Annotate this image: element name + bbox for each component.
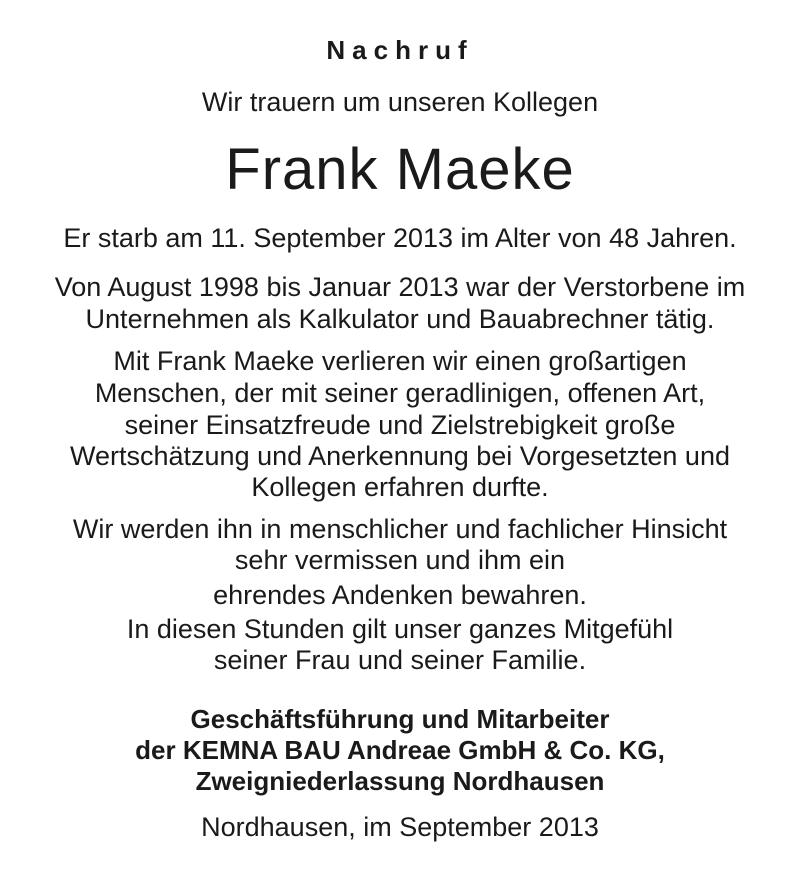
death-date-line: Er starb am 11. September 2013 im Alter von 48 Jahren. — [63, 223, 737, 253]
deceased-name: Frank Maeke — [225, 137, 575, 202]
memory-line: In diesen Stunden gilt unser ganzes Mitgefühl — [126, 614, 674, 644]
memory-line: seiner Frau und seiner Familie. — [213, 645, 587, 675]
memory-line: ehrendes Andenken bewahren. — [213, 580, 587, 610]
intro-line: Wir trauern um unseren Kollegen — [201, 87, 599, 117]
career-line: Von August 1998 bis Januar 2013 war der Verstorbene im — [54, 272, 746, 302]
notice-heading: Nachruf — [326, 35, 474, 65]
tribute-line: seiner Einsatzfreude und Zielstrebigkeit große — [124, 410, 676, 440]
signature-line: der KEMNA BAU Andreae GmbH & Co. KG, — [135, 735, 665, 765]
memory-line: Wir werden ihn in menschlicher und fachlicher Hinsicht — [72, 514, 728, 544]
signature-line: Zweigniederlassung Nordhausen — [195, 766, 605, 796]
tribute-line: Menschen, der mit seiner geradlinigen, offenen Art, — [94, 378, 706, 408]
tribute-line: Kollegen erfahren durfte. — [251, 472, 549, 502]
tribute-line: Mit Frank Maeke verlieren wir einen großartigen — [113, 346, 687, 376]
memory-line: sehr vermissen und ihm ein — [234, 545, 566, 575]
signature-line: Geschäftsführung und Mitarbeiter — [190, 704, 610, 734]
career-line: Unternehmen als Kalkulator und Bauabrechner tätig. — [85, 304, 715, 334]
place-date: Nordhausen, im September 2013 — [201, 812, 599, 842]
tribute-line: Wertschätzung und Anerkennung bei Vorgesetzten und — [70, 441, 730, 471]
